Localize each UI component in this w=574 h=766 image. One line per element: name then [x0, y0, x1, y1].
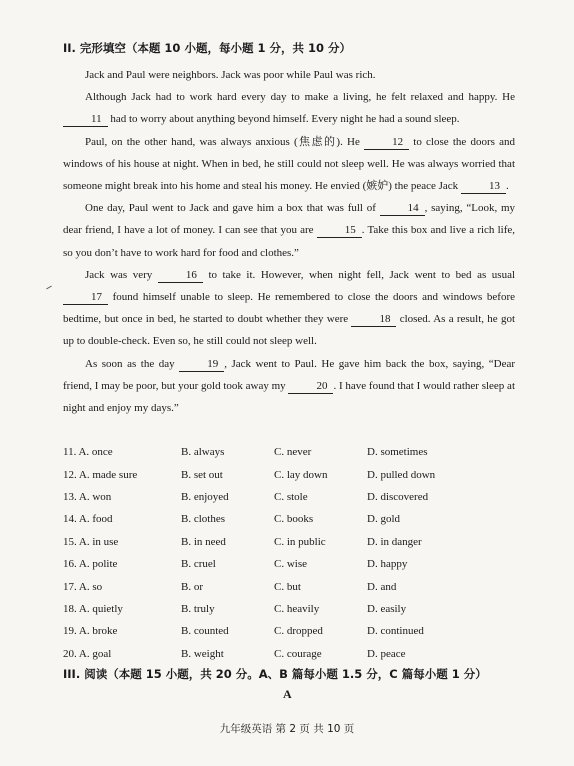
option-row	[63, 553, 515, 575]
paragraph	[63, 64, 515, 86]
text: .	[505, 180, 509, 193]
option-b: B. set out	[181, 468, 223, 481]
text: had to worry about anything beyond himself. Every night he had a sound sleep.	[110, 113, 460, 126]
option-d: D. gold	[367, 513, 400, 526]
paragraph	[63, 197, 515, 264]
option-b: B. enjoyed	[181, 490, 229, 503]
option-row	[63, 441, 515, 463]
option-c: C. in public	[274, 535, 326, 548]
option-d: D. and	[367, 580, 397, 593]
option-b: B. clothes	[181, 513, 225, 526]
option-c: C. dropped	[274, 625, 323, 638]
option-d: D. discovered	[367, 490, 429, 503]
option-a: 15. A. in use	[63, 535, 119, 548]
option-a: 16. A. polite	[63, 558, 118, 571]
section-title: II. 完形填空（本题 10 小题，每小题 1 分，共 10 分）	[63, 41, 351, 55]
option-d: D. easily	[367, 602, 407, 615]
option-c: C. lay down	[274, 468, 328, 481]
option-row	[63, 598, 515, 620]
cloze-passage	[63, 64, 515, 419]
option-a: 14. A. food	[63, 513, 113, 526]
option-c: C. heavily	[274, 602, 320, 615]
option-d: D. happy	[367, 558, 408, 571]
option-row	[63, 620, 515, 642]
option-a: 20. A. goal	[63, 647, 112, 660]
text: , saying, “Look, my dear friend, I have a lot of money. I can see that you are	[63, 202, 515, 237]
paragraph	[63, 353, 515, 420]
blank-20: 20	[288, 380, 333, 394]
option-b: B. in need	[181, 535, 226, 548]
blank-18: 18	[351, 313, 396, 327]
option-row	[63, 531, 515, 553]
text: One day, Paul went to Jack and gave him a box that was full of	[85, 202, 376, 215]
option-row	[63, 643, 515, 665]
option-row	[63, 486, 515, 508]
blank-14: 14	[380, 202, 425, 216]
option-row	[63, 575, 515, 597]
option-a: 12. A. made sure	[63, 468, 138, 481]
option-c: C. courage	[274, 647, 322, 660]
text: to take it. However, when night fell, Jack went to bed as usual	[208, 268, 516, 281]
paragraph	[63, 86, 515, 130]
text: . I have found that I would rather sleep at night and enjoy my days.”	[63, 379, 515, 415]
options-list	[63, 441, 515, 665]
text: As soon as the day	[85, 357, 175, 370]
option-c: C. stole	[274, 490, 308, 503]
option-row	[63, 508, 515, 530]
option-a: 13. A. won	[63, 490, 112, 503]
section-title: III. 阅读（本题 15 小题，共 20 分。A、B 篇每小题 1.5 分，C 篇每小题 1 分）	[63, 667, 487, 681]
option-d: D. sometimes	[367, 446, 428, 459]
option-a: 11. A. once	[63, 446, 113, 459]
blank-13: 13	[461, 180, 506, 194]
option-c: C. wise	[274, 558, 307, 571]
option-d: D. continued	[367, 625, 424, 638]
blank-16: 16	[158, 269, 203, 283]
text: , Jack went to Paul. He gave him back the box, saying, “Dear friend, I may be poor, but your gold took away my	[63, 357, 516, 392]
option-row	[63, 463, 515, 485]
passage-label: A	[283, 687, 292, 701]
blank-11: 11	[63, 113, 108, 127]
text: to close the doors and windows of his house at night. When in bed, he still could not sleep well. He was always worried that someone might break into his home and steal his money. He envied (嫉妒) the peace Jack	[63, 135, 515, 193]
paragraph	[63, 264, 515, 353]
option-d: D. peace	[367, 647, 406, 660]
text: found himself unable to sleep. He remembered to close the doors and windows before bedtime, but once in bed, he started to doubt whether they were	[63, 291, 516, 326]
blank-19: 19	[179, 358, 224, 372]
option-a: 17. A. so	[63, 580, 103, 593]
text: closed. As a result, he got up to double-check. Even so, he still could not sleep well.	[63, 313, 516, 348]
blank-12: 12	[364, 136, 409, 150]
option-b: B. truly	[181, 602, 215, 615]
option-b: B. counted	[181, 625, 229, 638]
option-d: D. in danger	[367, 535, 422, 548]
option-c: C. books	[274, 513, 314, 526]
option-a: 19. A. broke	[63, 625, 118, 638]
option-b: B. cruel	[181, 558, 216, 571]
text: Jack and Paul were neighbors. Jack was poor while Paul was rich.	[85, 69, 376, 81]
option-b: B. weight	[181, 647, 224, 660]
blank-17: 17	[63, 291, 108, 305]
option-c: C. but	[274, 580, 301, 593]
page-footer: 九年级英语 第 2 页 共 10 页	[219, 723, 355, 735]
option-b: B. always	[181, 446, 225, 459]
option-b: B. or	[181, 580, 203, 593]
text: Paul, on the other hand, was always anxious (焦虑的). He	[85, 135, 360, 148]
option-a: 18. A. quietly	[63, 602, 123, 615]
text: . Take this box and live a rich life, so you don’t have to work hard for food and clothes.”	[63, 224, 515, 259]
text: Although Jack had to work hard every day to make a living, he felt relaxed and happy. He	[85, 91, 515, 104]
pen-mark	[46, 286, 52, 290]
option-c: C. never	[274, 446, 312, 459]
blank-15: 15	[317, 224, 362, 238]
text: Jack was very	[85, 268, 153, 281]
paragraph	[63, 131, 515, 198]
option-d: D. pulled down	[367, 468, 436, 481]
